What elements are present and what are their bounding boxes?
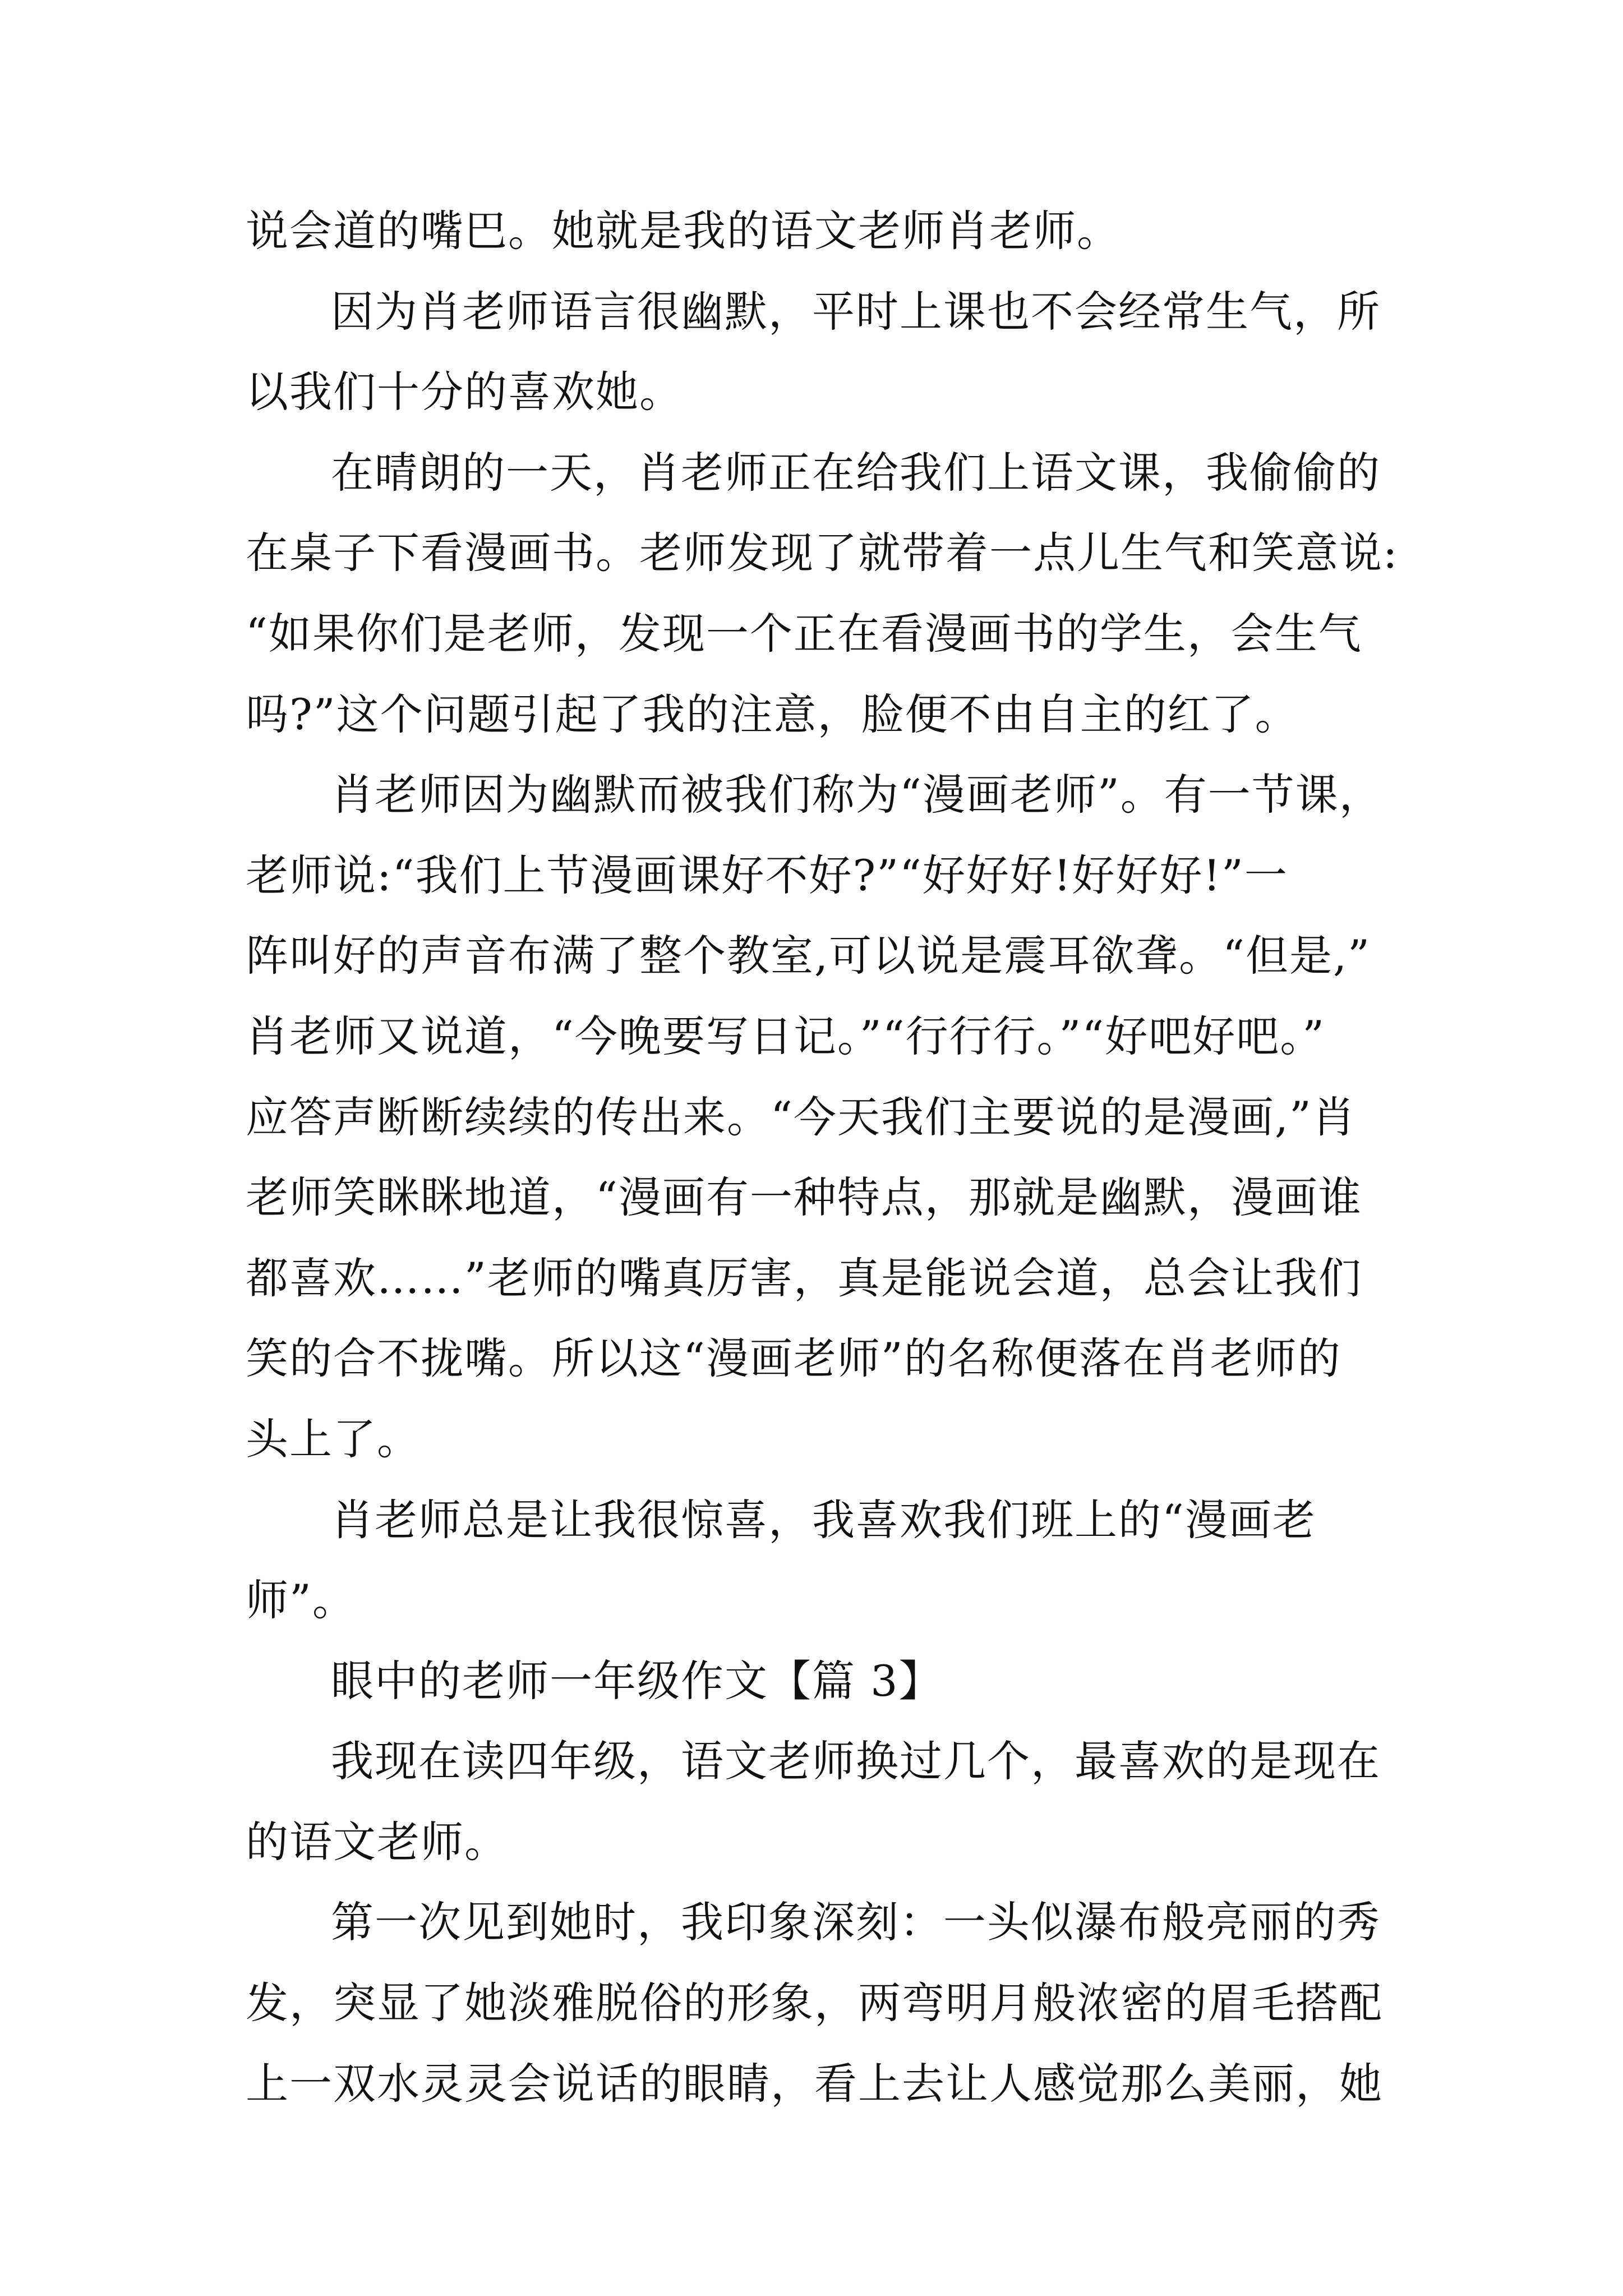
paragraph-start-line: 第一次见到她时，我印象深刻：一头似瀑布般亮丽的秀 <box>331 1897 1381 1948</box>
text-line: 肖老师又说道，“今晚要写日记。”“行行行。”“好吧好吧。” <box>246 1011 1326 1061</box>
text-line: 头上了。 <box>246 1414 421 1464</box>
text-line: 上一双水灵灵会说话的眼睛，看上去让人感觉那么美丽，她 <box>246 2058 1383 2109</box>
paragraph-start-line: 肖老师总是让我很惊喜，我喜欢我们班上的“漫画老 <box>331 1494 1316 1545</box>
text-line: “如果你们是老师，发现一个正在看漫画书的学生，会生气 <box>246 608 1362 659</box>
paragraph-start-line: 因为肖老师语言很幽默，平时上课也不会经常生气，所 <box>331 286 1381 337</box>
text-line: 老师说:“我们上节漫画课好不好?”“好好好!好好好!”一 <box>246 850 1288 900</box>
paragraph-start-line: 在晴朗的一天，肖老师正在给我们上语文课，我偷偷的 <box>331 447 1381 498</box>
text-line: 以我们十分的喜欢她。 <box>246 367 683 417</box>
text-line: 师”。 <box>246 1575 356 1626</box>
section-heading: 眼中的老师一年级作文【篇 3】 <box>331 1655 943 1706</box>
text-line: 应答声断断续续的传出来。“今天我们主要说的是漫画,”肖 <box>246 1092 1356 1142</box>
paragraph-start-line: 我现在读四年级，语文老师换过几个，最喜欢的是现在 <box>331 1736 1381 1787</box>
text-line: 笑的合不拢嘴。所以这“漫画老师”的名称便落在肖老师的 <box>246 1333 1341 1384</box>
text-line: 的语文老师。 <box>246 1816 508 1867</box>
paragraph-start-line: 肖老师因为幽默而被我们称为“漫画老师”。有一节课， <box>331 770 1383 820</box>
text-line: 老师笑眯眯地道，“漫画有一种特点，那就是幽默，漫画谁 <box>246 1172 1362 1223</box>
text-line: 吗?”这个问题引起了我的注意，脸便不由自主的红了。 <box>246 689 1299 739</box>
text-line: 阵叫好的声音布满了整个教室,可以说是震耳欲聋。“但是,” <box>246 931 1371 981</box>
text-line: 在桌子下看漫画书。老师发现了就带着一点儿生气和笑意说: <box>246 528 1399 578</box>
text-line: 都喜欢……”老师的嘴真厉害，真是能说会道，总会让我们 <box>246 1253 1362 1303</box>
text-line: 说会道的嘴巴。她就是我的语文老师肖老师。 <box>246 206 1121 256</box>
essay-body <box>246 191 1399 2124</box>
text-line: 发，突显了她淡雅脱俗的形象，两弯明月般浓密的眉毛搭配 <box>246 1978 1383 2028</box>
